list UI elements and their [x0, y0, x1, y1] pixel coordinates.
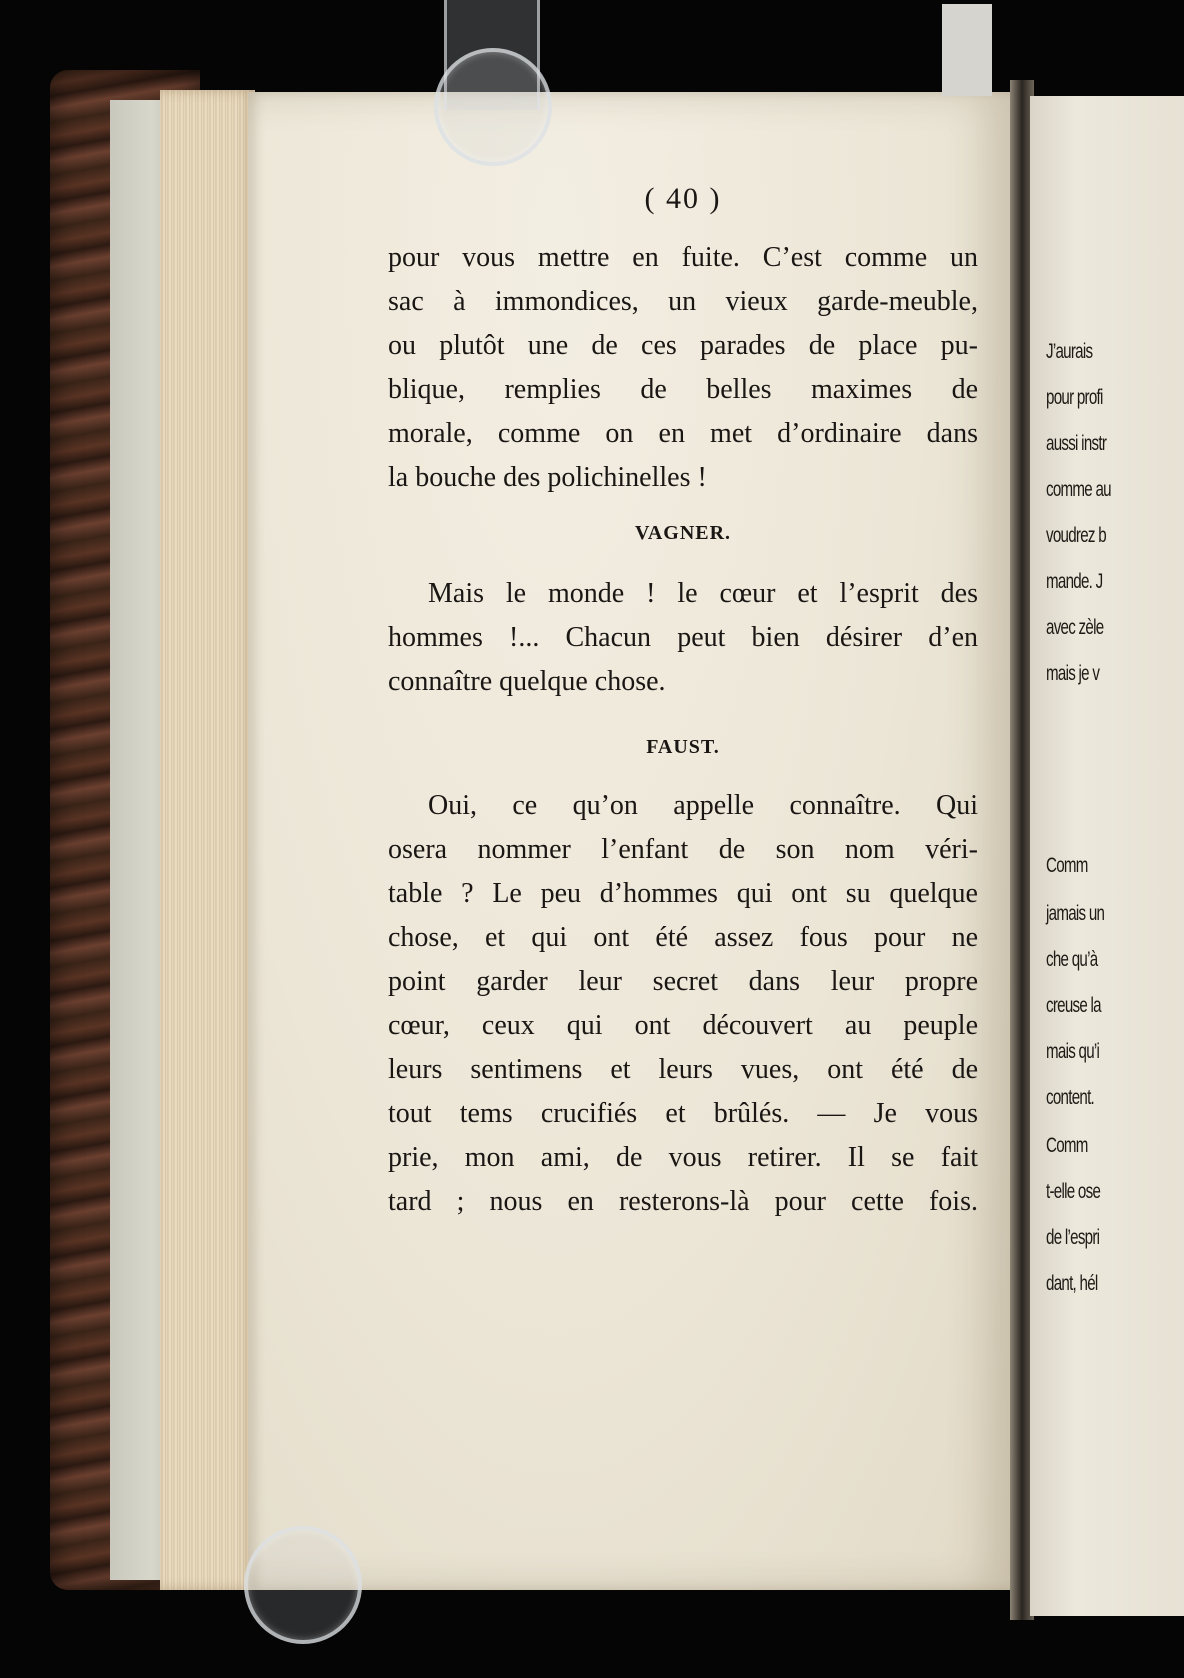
- facing-line: Comm: [1046, 1134, 1088, 1157]
- facing-line: avec zèle: [1046, 616, 1104, 639]
- text-line: leurs sentimens et leurs vues, ont été de: [388, 1054, 978, 1085]
- facing-line: che qu’à: [1046, 948, 1098, 971]
- text-line: connaître quelque chose.: [388, 666, 666, 697]
- facing-line: pour profi: [1046, 386, 1103, 409]
- text-line: ou plutôt une de ces parades de place pu-: [388, 330, 978, 361]
- text-line: chose, et qui ont été assez fous pour ne: [388, 922, 978, 953]
- text-line: cœur, ceux qui ont découvert au peuple: [388, 1010, 978, 1041]
- page-edges: [160, 90, 255, 1590]
- text-line: pour vous mettre en fuite. C’est comme un: [388, 242, 978, 273]
- facing-line: aussi instr: [1046, 432, 1107, 455]
- text-line: morale, comme on en met d’ordinaire dans: [388, 418, 978, 449]
- facing-line: mais je v: [1046, 662, 1100, 685]
- page-number: ( 40 ): [644, 182, 722, 215]
- text-line: tout tems crucifiés et brûlés. — Je vous: [388, 1098, 978, 1129]
- page-clip-bottom: [244, 1526, 362, 1644]
- speaker-name: VAGNER.: [634, 522, 732, 544]
- text-line: osera nommer l’enfant de son nom véri-: [388, 834, 978, 865]
- facing-line: jamais un: [1046, 902, 1105, 925]
- facing-line: comme au: [1046, 478, 1111, 501]
- facing-line: mande. J: [1046, 570, 1103, 593]
- text-line: tard ; nous en resterons-là pour cette fois.: [388, 1186, 978, 1217]
- text-line: table ? Le peu d’hommes qui ont su quelque: [388, 878, 978, 909]
- text-line: Oui, ce qu’on appelle connaître. Qui: [428, 790, 978, 821]
- facing-line: Comm: [1046, 854, 1088, 877]
- page-tab: [942, 4, 992, 96]
- facing-line: mais qu’i: [1046, 1040, 1100, 1063]
- facing-line: de l’espri: [1046, 1226, 1100, 1249]
- facing-page: [1030, 96, 1184, 1616]
- facing-line: content.: [1046, 1086, 1095, 1109]
- facing-line: creuse la: [1046, 994, 1101, 1017]
- facing-line: J’aurais: [1046, 340, 1093, 363]
- page-clip-top: [434, 48, 552, 166]
- text-line: point garder leur secret dans leur propre: [388, 966, 978, 997]
- text-line: hommes !... Chacun peut bien désirer d’en: [388, 622, 978, 653]
- text-line: Mais le monde ! le cœur et l’esprit des: [428, 578, 978, 609]
- speaker-name: FAUST.: [646, 736, 720, 758]
- text-line: prie, mon ami, de vous retirer. Il se fait: [388, 1142, 978, 1173]
- text-line: blique, remplies de belles maximes de: [388, 374, 978, 405]
- facing-line: t-elle ose: [1046, 1180, 1101, 1203]
- facing-line: dant, hél: [1046, 1272, 1098, 1295]
- text-line: la bouche des polichinelles !: [388, 462, 707, 493]
- text-line: sac à immondices, un vieux garde-meuble,: [388, 286, 978, 317]
- facing-line: voudrez b: [1046, 524, 1106, 547]
